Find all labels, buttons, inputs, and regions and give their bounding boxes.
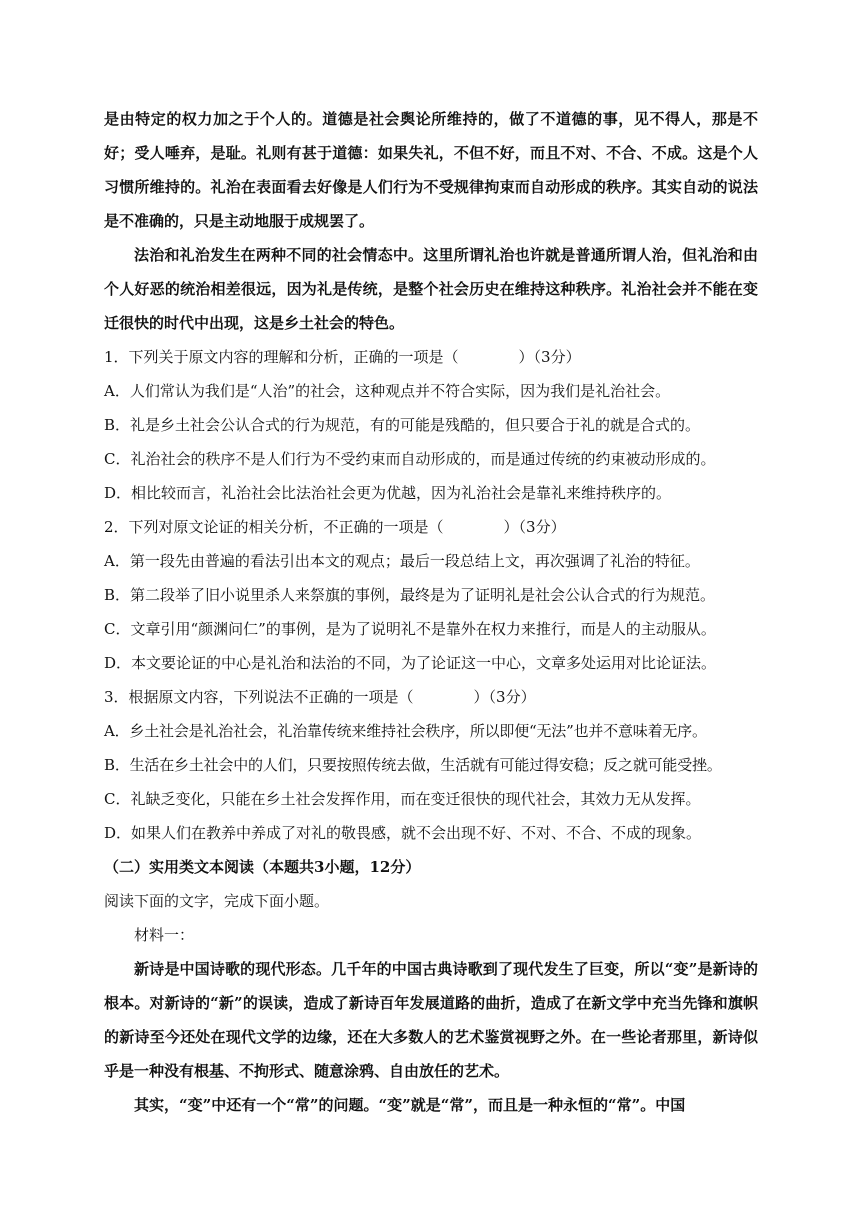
question-2-option-d: D．本文要论证的中心是礼治和法治的不同，为了论证这一中心，文章多处运用对比论证法。 <box>104 654 717 672</box>
passage-paragraph-2: 法治和礼治发生在两种不同的社会情态中。这里所谓礼治也许就是普通所谓人治，但礼治和由个人好恶的统治相差很远，因为礼是传统，是整个社会历史在维持这种秩序。礼治社会并不能在变迁很快的时代中出现，这是乡土社会的特色。 <box>104 246 758 332</box>
question-1-option-d: D．相比较而言，礼治社会比法治社会更为优越，因为礼治社会是靠礼来维持秩序的。 <box>104 484 672 502</box>
question-3-option-a: A．乡土社会是礼治社会，礼治靠传统来维持社会秩序，所以即便“无法”也并不意味着无序。 <box>104 722 707 740</box>
material-paragraph-1: 新诗是中国诗歌的现代形态。几千年的中国古典诗歌到了现代发生了巨变，所以“变”是新诗的根本。对新诗的“新”的误读，造成了新诗百年发展道路的曲折，造成了在新文学中充当先锋和旗帜的新诗至今还处在现代文学的边缘，还在大多数人的艺术鉴赏视野之外。在一些论者那里，新诗似乎是一种没有根基、不拘形式、随意涂鸦、自由放任的艺术。 <box>104 960 758 1080</box>
question-3-option-b: B．生活在乡土社会中的人们，只要按照传统去做，生活就有可能过得安稳；反之就可能受挫。 <box>104 756 722 774</box>
question-2-option-b: B．第二段举了旧小说里杀人来祭旗的事例，最终是为了证明礼是社会公认合式的行为规范。 <box>104 586 716 604</box>
question-1-stem: 1．下列关于原文内容的理解和分析，正确的一项是（ ）（3分） <box>104 348 581 366</box>
question-1-option-a: A．人们常认为我们是“人治”的社会，这种观点并不符合实际，因为我们是礼治社会。 <box>104 382 671 400</box>
question-1-option-b: B．礼是乡土社会公认合式的行为规范，有的可能是残酷的，但只要合于礼的就是合式的。 <box>104 416 701 434</box>
document-page <box>104 102 758 1122</box>
question-3-option-d: D．如果人们在教养中养成了对礼的敬畏感，就不会出现不好、不对、不合、不成的现象。 <box>104 824 702 842</box>
question-1-option-c: C．礼治社会的秩序不是人们行为不受约束而自动形成的，而是通过传统的约束被动形成的。 <box>104 450 716 468</box>
question-3-option-c: C．礼缺乏变化，只能在乡土社会发挥作用，而在变迁很快的现代社会，其效力无从发挥。 <box>104 790 701 808</box>
material-label: 材料一： <box>134 926 195 944</box>
material-paragraph-2: 其实，“变”中还有一个“常”的问题。“变”就是“常”，而且是一种永恒的“常”。中国 <box>134 1096 686 1114</box>
question-2-option-c: C．文章引用“颜渊问仁”的事例，是为了说明礼不是靠外在权力来推行，而是人的主动服从。 <box>104 620 716 638</box>
question-2-stem: 2．下列对原文论证的相关分析，不正确的一项是（ ）（3分） <box>104 518 566 536</box>
section-instruction: 阅读下面的文字，完成下面小题。 <box>104 892 330 910</box>
question-2-option-a: A．第一段先由普遍的看法引出本文的观点；最后一段总结上文，再次强调了礼治的特征。 <box>104 552 700 570</box>
question-3-stem: 3．根据原文内容，下列说法不正确的一项是（ ）（3分） <box>104 688 536 706</box>
passage-paragraph-1: 是由特定的权力加之于个人的。道德是社会舆论所维持的，做了不道德的事，见不得人，那是不好；受人唾弃，是耻。礼则有甚于道德：如果失礼，不但不好，而且不对、不合、不成。这是个人习惯所维持的。礼治在表面看去好像是人们行为不受规律拘束而自动形成的秩序。其实自动的说法是不准确的，只是主动地服于成规罢了。 <box>104 110 758 230</box>
section-heading: （二）实用类文本阅读（本题共3小题，12分） <box>104 858 421 876</box>
